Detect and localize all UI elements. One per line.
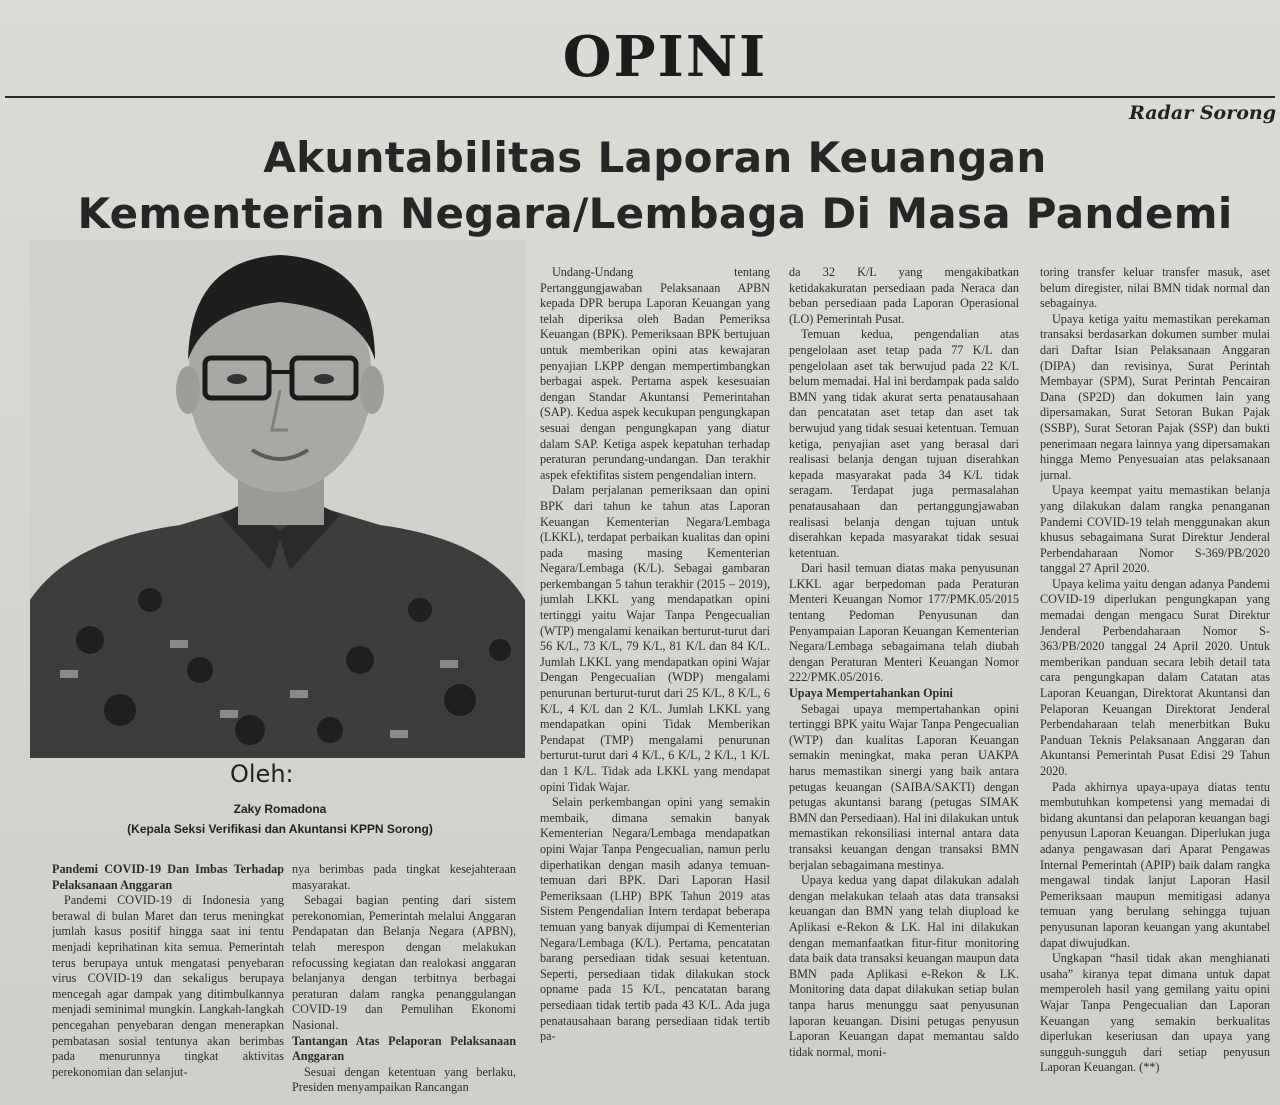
paragraph: Upaya ketiga yaitu memastikan perekaman transaksi berdasarkan dokumen sumber mulai dari Daftar Isian Pelaksanaan Anggaran (DIPA) dan revisinya, Surat Perintah Membayar (SPM), Surat Perintah Pencairan Dana (SP2D) dan dokumen lain yang dipersamakan, Surat Setoran Bukan Pajak (SSBP), Surat Setoran Pajak (SSP) dan bukti penerimaan negara lainnya yang dipersamakan hingga Memo Penyesuaian atas pelaksanaan jurnal. [1040,311,1270,482]
paragraph: Temuan kedua, pengendalian atas pengelolaan aset tetap pada 77 K/L dan pengelolaan aset tak berwujud pada 22 K/L belum memadai. Hal ini berdampak pada saldo BMN yang tidak akurat serta penatausahaan dan pencatatan aset tetap dan aset tak berwujud yang tidak sesuai ketentuan. Temuan ketiga, penyajian aset yang berasal dari realisasi belanja dengan tujuan diserahkan kepada masyarakat pada 34 K/L tidak seragam. Terdapat juga permasalahan penatausahaan dan pertanggungjawaban realisasi belanja dengan tujuan untuk diserahkan kepada masyarakat tidak sesuai ketentuan. [789,327,1019,560]
article-column-4 [789,265,1019,1105]
author-portrait-image [30,240,525,758]
paragraph: Dalam perjalanan pemeriksaan dan opini BPK dari tahun ke tahun atas Laporan Keuangan Kementerian Negara/Lembaga (LKKL), terdapat perbaikan kualitas dan opini pada masing masing Kementerian Negara/Lembaga (K/L). Sebagai gambaran perkembangan 5 tahun terakhir (2015 – 2019), jumlah LKKL yang mendapatkan opini tertinggi yaitu Wajar Tanpa Pengecualian (WTP) mengalami kenaikan berturut-turut dari 56 K/L, 73 K/L, 79 K/L, 81 K/L dan 84 K/L. Jumlah LKKL yang mendapatkan opini Wajar Dengan Pengecualian (WDP) mengalami penurunan berturut-turut dari 25 K/L, 8 K/L, 6 K/L, 4 K/L dan 2 K/L. Jumlah LKKL yang mendapatkan opini Tidak Memberikan Pendapat (TMP) mengalami penurunan berturut-turut dari 4 K/L, 6 K/L, 2 K/L, 1 K/L dan 1 K/L. Tidak ada LKKL yang mendapat opini Tidak Wajar. [540,483,770,794]
paragraph: Upaya kelima yaitu dengan adanya Pandemi COVID-19 diperlukan pengungkapan yang memadai dengan mengacu Surat Direktur Jenderal Perbendaharaan Nomor S-363/PB/2020 tanggal 24 April 2020. Untuk memberikan panduan secara lebih detail tata cara pengungkapan dalam Catatan atas Laporan Keuangan, Direktorat Akuntansi dan Pelaporan Keuangan Direktorat Jenderal Perbendaharaan telah menerbitkan Buku Panduan Teknis Pelaksanaan Anggaran dan Akuntansi Pemerintah Pusat Edisi 29 Tahun 2020. [1040,576,1270,778]
paragraph: Ungkapan “hasil tidak akan menghianati usaha” kiranya tepat dimana untuk dapat memperoleh hasil yang gemilang yaitu opini Wajar Tanpa Pengecualian dan Laporan Keuangan yang semakin berkualitas diperlukan keseriusan dan upaya yang sungguh-sungguh dari setiap penyusun Laporan Keuangan. (**) [1040,951,1270,1075]
author-role: (Kepala Seksi Verifikasi dan Akuntansi KPPN Sorong) [127,822,433,836]
paragraph: Undang-Undang tentang Pertanggungjawaban Pelaksanaan APBN kepada DPR berupa Laporan Keuangan yang telah diperiksa oleh Badan Pemeriksa Keuangan (BPK). Pemeriksaan BPK bertujuan untuk memberikan opini atas kewajaran penyajian LKPP dengan mempertimbangkan berbagai aspek. Pertama aspek kesesuaian dengan Standar Akuntansi Pemerintahan (SAP). Kedua aspek kecukupan pengungkapan sesuai dengan pengungkapan yang diatur dalam SAP. Ketiga aspek kepatuhan terhadap peraturan perundang-undangan. Dan terakhir aspek efektifitas sistem pengendalian intern. [540,265,770,482]
paragraph: Pada akhirnya upaya-upaya diatas tentu membutuhkan kompetensi yang memadai di bidang akuntansi dan pelaporan keuangan bagi penyusun Laporan Keuangan. Diperlukan juga adanya pengawasan dari Aparat Pengawas Internal Pemerintah (APIP) baik dalam rangka mengawal tindak lanjut Laporan Hasil Pemeriksaan maupun memitigasi adanya temuan yang berulang sehingga tujuan penyusunan laporan keuangan yang akuntabel dapat diwujudkan. [1040,779,1270,950]
paragraph: toring transfer keluar transfer masuk, aset belum diregister, nilai BMN tidak normal dan sebagainya. [1040,265,1270,311]
subheading-tantangan: Tantangan Atas Pelaporan Pelaksanaan Anggaran [292,1033,516,1064]
masthead-rule [5,96,1275,98]
author-name: Zaky Romadona [233,802,327,816]
paragraph: Sebagai bagian penting dari sistem perekonomian, Pemerintah melalui Anggaran Pendapatan dan Belanja Negara (APBN), telah merespon dengan melakukan refocussing kegiatan dan realokasi anggaran belanjanya dengan terbitnya berbagai peraturan dalam rangka penanggulangan COVID-19 dan Pemulihan Ekonomi Nasional. [292,893,516,1032]
section-rubric: OPINI [562,24,768,90]
article-column-1 [52,862,284,1105]
headline-line-2: Kementerian Negara/Lembaga Di Masa Pandemi [77,189,1233,238]
subheading-upaya: Upaya Mempertahankan Opini [789,686,953,701]
article-headline [40,130,1270,242]
paragraph: Upaya kedua yang dapat dilakukan adalah dengan melakukan telaah atas data transaksi keuangan dan BMN yang telah diupload ke Aplikasi e-Rekon & LK. Hal ini dilakukan dengan memanfaatkan fitur-fitur monitoring data baik data transaksi keuangan maupun data BMN pada Aplikasi e-Rekon & LK. Monitoring data dapat dilakukan setiap bulan tanpa harus menunggu saat penyusunan laporan keuangan. Disini petugas penyusun Laporan Keuangan dapat memantau saldo tidak normal, moni- [789,873,1019,1059]
article-column-5 [1040,265,1270,1105]
article-column-2 [292,862,516,1105]
paragraph: Sesuai dengan ketentuan yang berlaku, Presiden menyampaikan Rancangan [292,1064,516,1095]
paragraph: da 32 K/L yang mengakibatkan ketidakakuratan persediaan pada Neraca dan beban persediaan pada Laporan Operasional (LO) Pemerintah Pusat. [789,265,1019,326]
paragraph: Sebagai upaya mempertahankan opini tertinggi BPK yaitu Wajar Tanpa Pengecualian (WTP) dan kualitas Laporan Keuangan semakin meningkat, maka peran UAKPA harus memastikan sinergi yang baik antara petugas keuangan (SAIBA/SAKTI) dengan petugas akuntansi barang (petugas SIMAK BMN dan Persediaan). Hal ini dilakukan untuk memastikan rekonsiliasi internal antara data transaksi keuangan dengan transaksi BMN berjalan sebagaimana mestinya. [789,701,1019,872]
paragraph: Upaya keempat yaitu memastikan belanja yang dilakukan dalam rangka penanganan Pandemi COVID-19 telah menggunakan akun khusus sebagaimana Surat Direktur Jenderal Perbendaharaan Nomor S-369/PB/2020 tanggal 27 April 2020. [1040,483,1270,576]
headline-line-1: Akuntabilitas Laporan Keuangan [263,133,1047,182]
paragraph: Dari hasil temuan diatas maka penyusunan LKKL agar berpedoman pada Peraturan Menteri Keuangan Nomor 177/PMK.05/2015 tentang Pedoman Penyusunan dan Penyampaian Laporan Keuangan Kementerian Negara/Lembaga sebagaimana telah diubah dengan Peraturan Menteri Keuangan Nomor 222/PMK.05/2016. [789,561,1019,685]
article-column-3 [540,265,770,1105]
paragraph: Pandemi COVID-19 di Indonesia yang berawal di bulan Maret dan terus meningkat jumlah kasus positif hingga saat ini tentu menjadi keprihatinan kita semua. Pemerintah terus berupaya untuk mengatasi penyebaran virus COVID-19 dan sekaligus berupaya mencegah agar dampak yang ditimbulkannya menjadi seminimal mungkin. Langkah-langkah pencegahan penyebaran dengan menerapkan pembatasan sosial tentunya akan berimbas pada menurunnya tingkat aktivitas perekonomian dan selanjut- [52,893,284,1079]
paragraph: Selain perkembangan opini yang semakin membaik, dimana semakin banyak Kementerian Negara/Lembaga mendapatkan opini Wajar Tanpa Pengecualian, namun perlu diperhatikan dengan masih adanya temuan-temuan dari BPK. Dari Laporan Hasil Pemeriksaan (LHP) BPK Tahun 2019 atas Sistem Pengendalian Intern terdapat beberapa temuan yang banyak dijumpai di Kementerian Negara/Lembaga (K/L). Pertama, pencatatan barang persediaan tidak sesuai ketentuan. Seperti, persediaan tidak dilakukan stock opname pada 15 K/L, pencatatan barang persediaan tidak tertib pada 43 K/L. Ada juga penatausahaan barang persediaan tidak tertib pa- [540,795,770,1044]
newspaper-name: Radar Sorong [1129,102,1276,124]
byline-label: Oleh: [230,760,294,788]
paragraph: nya berimbas pada tingkat kesejahteraan masyarakat. [292,862,516,892]
author-photo [30,240,525,758]
subheading-pandemi: Pandemi COVID-19 Dan Imbas Terhadap Pelaksanaan Anggaran [52,862,284,892]
